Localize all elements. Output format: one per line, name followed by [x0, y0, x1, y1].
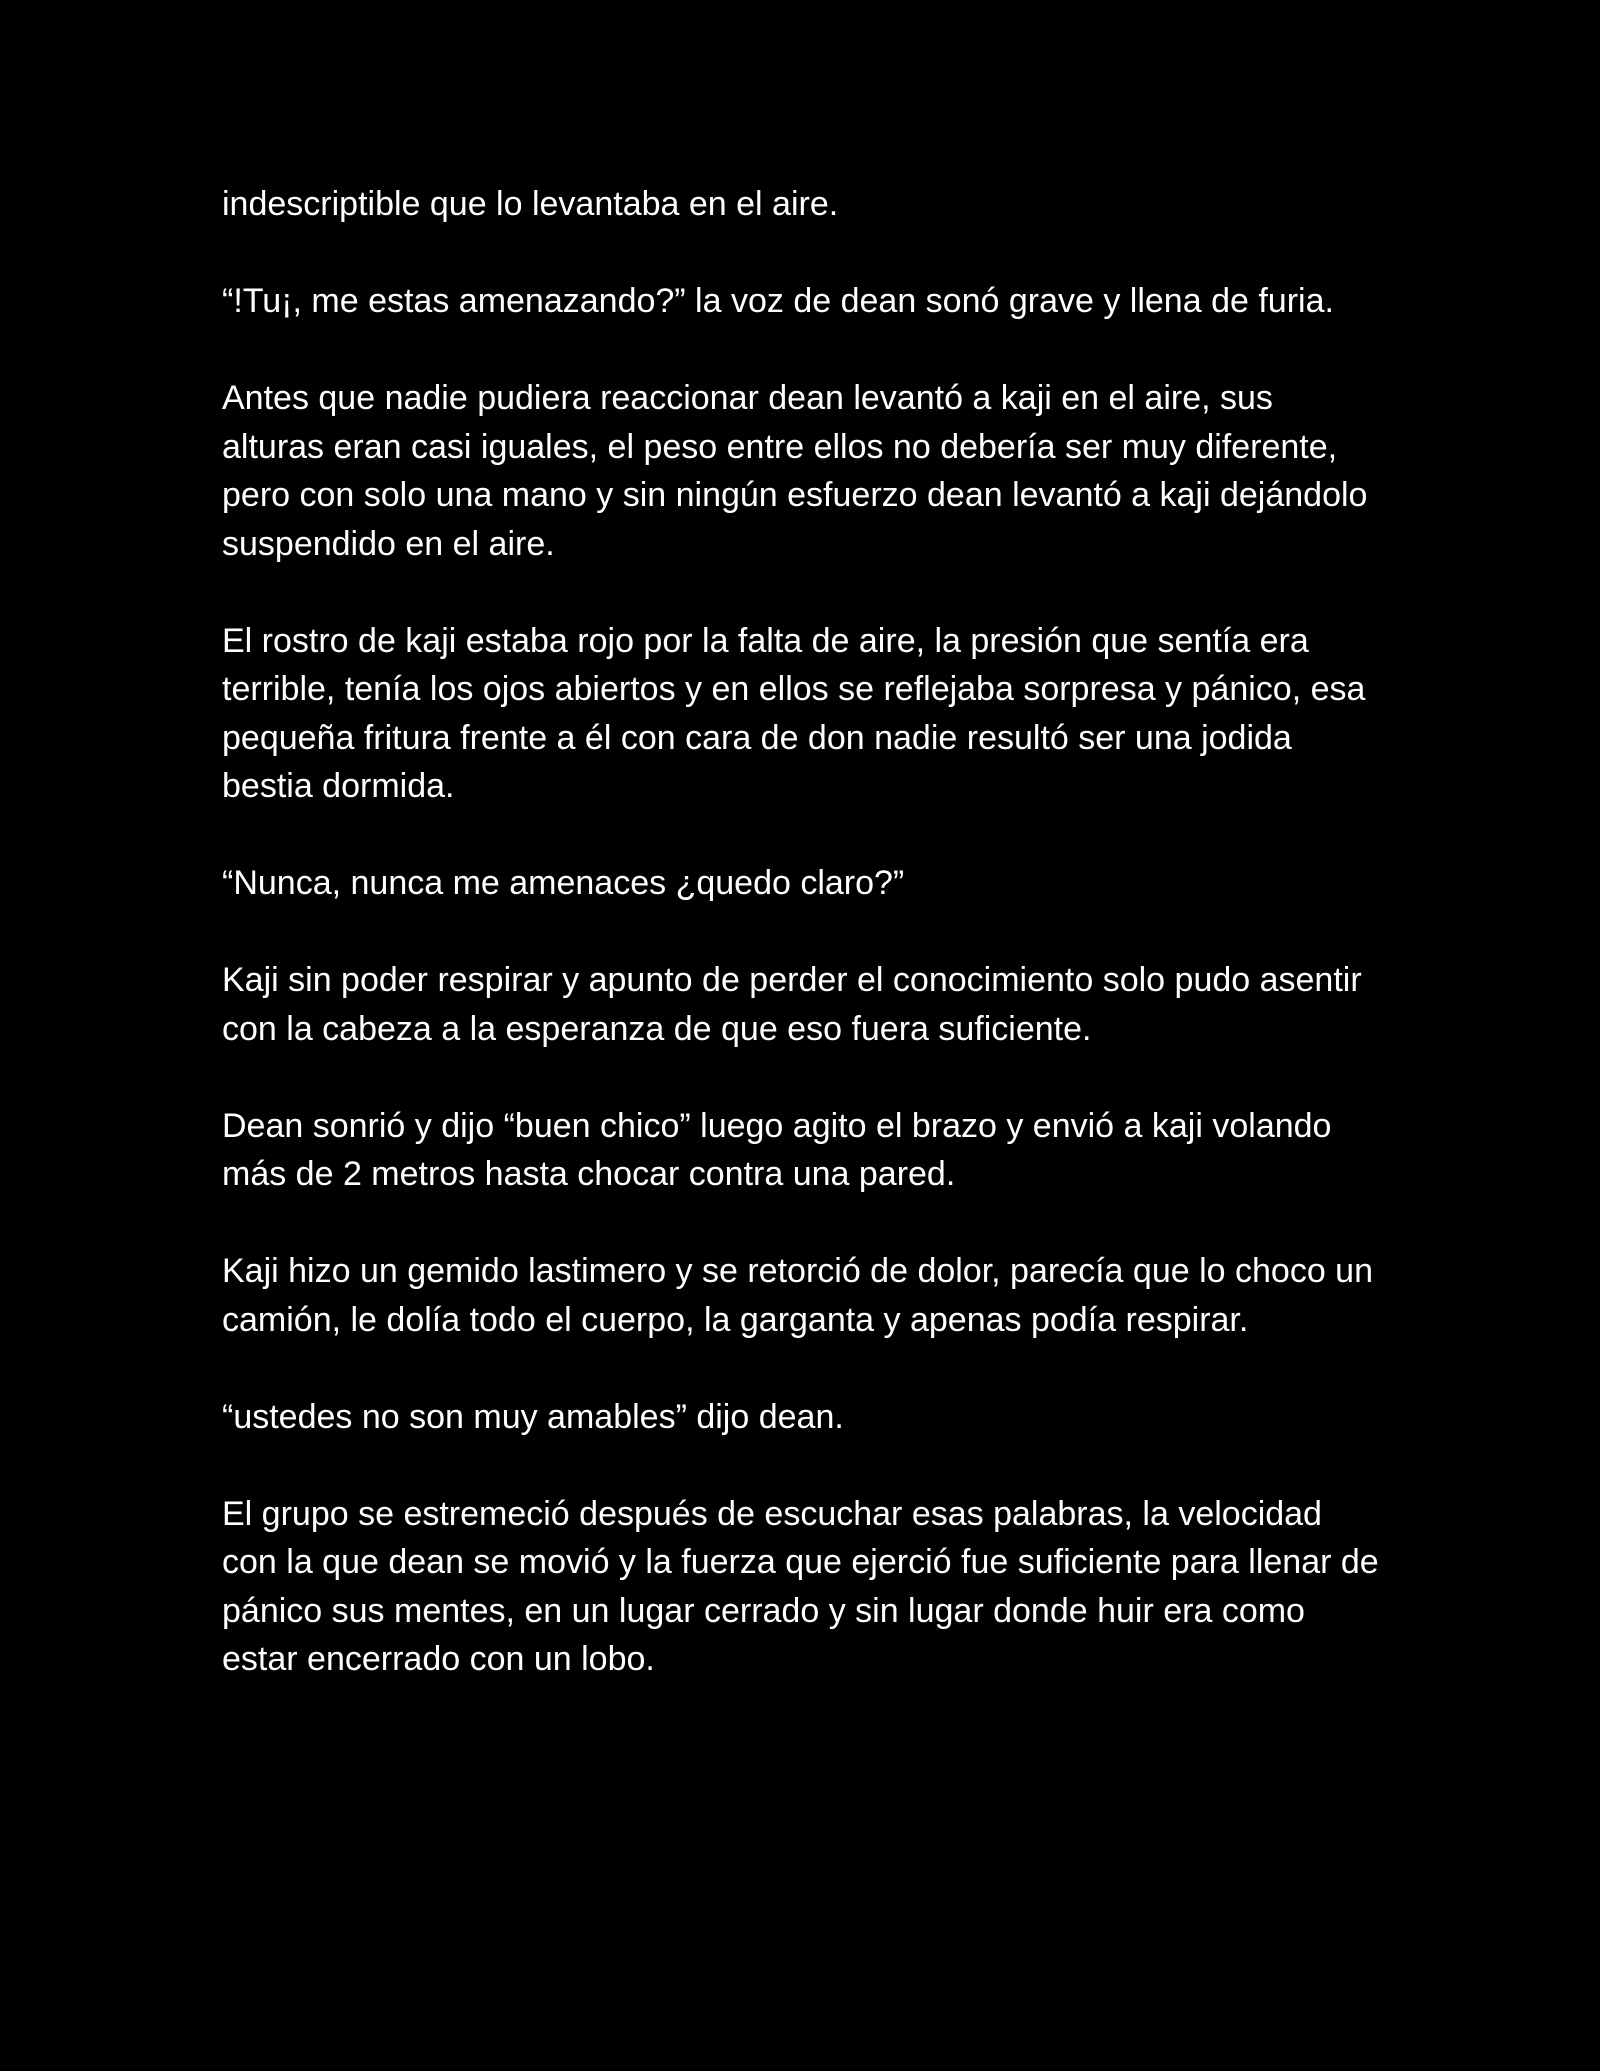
- paragraph: Kaji hizo un gemido lastimero y se retorció de dolor, parecía que lo choco un camión, le dolía todo el cuerpo, la garganta y apenas podía respirar.: [222, 1252, 1373, 1339]
- paragraph: “Nunca, nunca me amenaces ¿quedo claro?”: [222, 864, 905, 902]
- paragraph: Dean sonrió y dijo “buen chico” luego agito el brazo y envió a kaji volando más de 2 metros hasta chocar contra una pared.: [222, 1106, 1332, 1193]
- paragraph: indescriptible que lo levantaba en el aire.: [222, 185, 839, 223]
- paragraph: El rostro de kaji estaba rojo por la falta de aire, la presión que sentía era terrible, tenía los ojos abiertos y en ellos se reflejaba sorpresa y pánico, esa pequeña fritura frente a él con cara de don nadie resultó ser una jodida bestia dormida.: [222, 621, 1366, 805]
- paragraph: “!Tu¡, me estas amenazando?” la voz de dean sonó grave y llena de furia.: [222, 282, 1334, 320]
- document-body: [222, 180, 1382, 1732]
- paragraph: El grupo se estremeció después de escuchar esas palabras, la velocidad con la que dean se movió y la fuerza que ejerció fue suficiente para llenar de pánico sus mentes, en un lugar cerrado y sin lugar donde huir era como estar encerrado con un lobo.: [222, 1494, 1379, 1678]
- paragraph: “ustedes no son muy amables” dijo dean.: [222, 1397, 844, 1436]
- paragraph: Kaji sin poder respirar y apunto de perder el conocimiento solo pudo asentir con la cabeza a la esperanza de que eso fuera suficiente.: [222, 961, 1362, 1048]
- paragraph: Antes que nadie pudiera reaccionar dean levantó a kaji en el aire, sus alturas eran casi iguales, el peso entre ellos no debería ser muy diferente, pero con solo una mano y sin ningún esfuerzo dean levantó a kaji dejándolo suspendido en el aire.: [222, 379, 1368, 563]
